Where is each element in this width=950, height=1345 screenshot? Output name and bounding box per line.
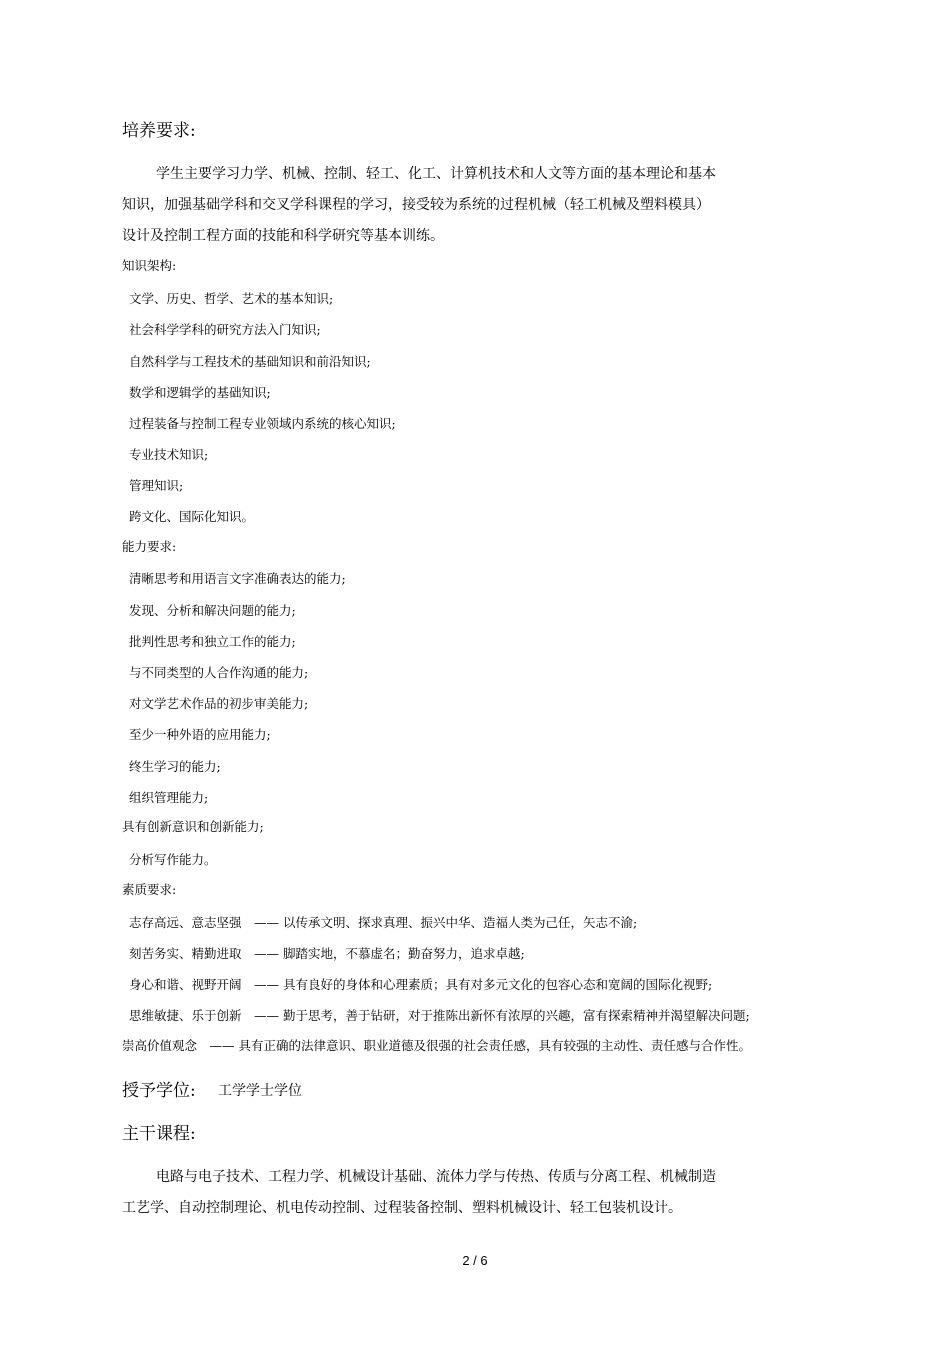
intro-line-2: 知识，加强基础学科和交叉学科课程的学习，接受较为系统的过程机械（轻工机械及塑料模具） (122, 197, 710, 213)
degree-value: 工学学士学位 (218, 1083, 302, 1099)
knowledge-item: 专业技术知识; (129, 447, 209, 462)
ability-item: 对文学艺术作品的初步审美能力; (129, 696, 309, 711)
knowledge-item: 文学、历史、哲学、艺术的基本知识; (129, 291, 334, 306)
knowledge-item: 自然科学与工程技术的基础知识和前沿知识; (129, 354, 371, 369)
ability-item: 至少一种外语的应用能力; (129, 727, 271, 742)
page-number: 2 / 6 (462, 1253, 488, 1268)
ability-item: 批判性思考和独立工作的能力; (129, 634, 296, 649)
degree-label: 授予学位: (122, 1081, 196, 1101)
quality-item: 志存高远、意志坚强 —— 以传承文明、探求真理、振兴中华、造福人类为己任，矢志不渝; (129, 915, 638, 930)
quality-label: 素质要求: (122, 882, 177, 897)
courses-label: 主干课程: (122, 1124, 196, 1144)
intro-line-1: 学生主要学习力学、机械、控制、轻工、化工、计算机技术和人文等方面的基本理论和基本 (156, 166, 716, 182)
ability-item: 终生学习的能力; (129, 759, 221, 774)
courses-line-1: 电路与电子技术、工程力学、机械设计基础、流体力学与传热、传质与分离工程、机械制造 (156, 1169, 716, 1185)
knowledge-item: 管理知识; (129, 478, 184, 493)
heading-training: 培养要求: (122, 121, 196, 141)
quality-item: 思维敏捷、乐于创新 —— 勤于思考，善于钻研，对于推陈出新怀有浓厚的兴趣，富有探索精神并渴望解决问题; (129, 1008, 750, 1023)
knowledge-item: 过程装备与控制工程专业领域内系统的核心知识; (129, 416, 396, 431)
quality-item: 刻苦务实、精勤进取 —— 脚踏实地，不慕虚名；勤奋努力，追求卓越; (129, 946, 525, 961)
ability-label: 能力要求: (122, 539, 177, 554)
ability-item: 组织管理能力; (129, 790, 209, 805)
knowledge-label: 知识架构: (122, 258, 177, 273)
ability-item: 具有创新意识和创新能力; (122, 819, 264, 834)
quality-item: 崇高价值观念 —— 具有正确的法律意识、职业道德及很强的社会责任感，具有较强的主动性、责任感与合作性。 (122, 1038, 751, 1053)
knowledge-item: 数学和逻辑学的基础知识; (129, 385, 271, 400)
quality-item: 身心和谐、视野开阔 —— 具有良好的身体和心理素质；具有对多元文化的包容心态和宽阔的国际化视野; (129, 977, 713, 992)
ability-item: 发现、分析和解决问题的能力; (129, 603, 296, 618)
knowledge-item: 跨文化、国际化知识。 (129, 509, 255, 524)
ability-item: 与不同类型的人合作沟通的能力; (129, 665, 309, 680)
ability-item: 清晰思考和用语言文字准确表达的能力; (129, 571, 346, 586)
courses-line-2: 工艺学、自动控制理论、机电传动控制、过程装备控制、塑料机械设计、轻工包装机设计。 (122, 1200, 682, 1216)
intro-line-3: 设计及控制工程方面的技能和科学研究等基本训练。 (122, 228, 444, 244)
knowledge-item: 社会科学学科的研究方法入门知识; (129, 322, 321, 337)
ability-item: 分析写作能力。 (129, 852, 217, 867)
